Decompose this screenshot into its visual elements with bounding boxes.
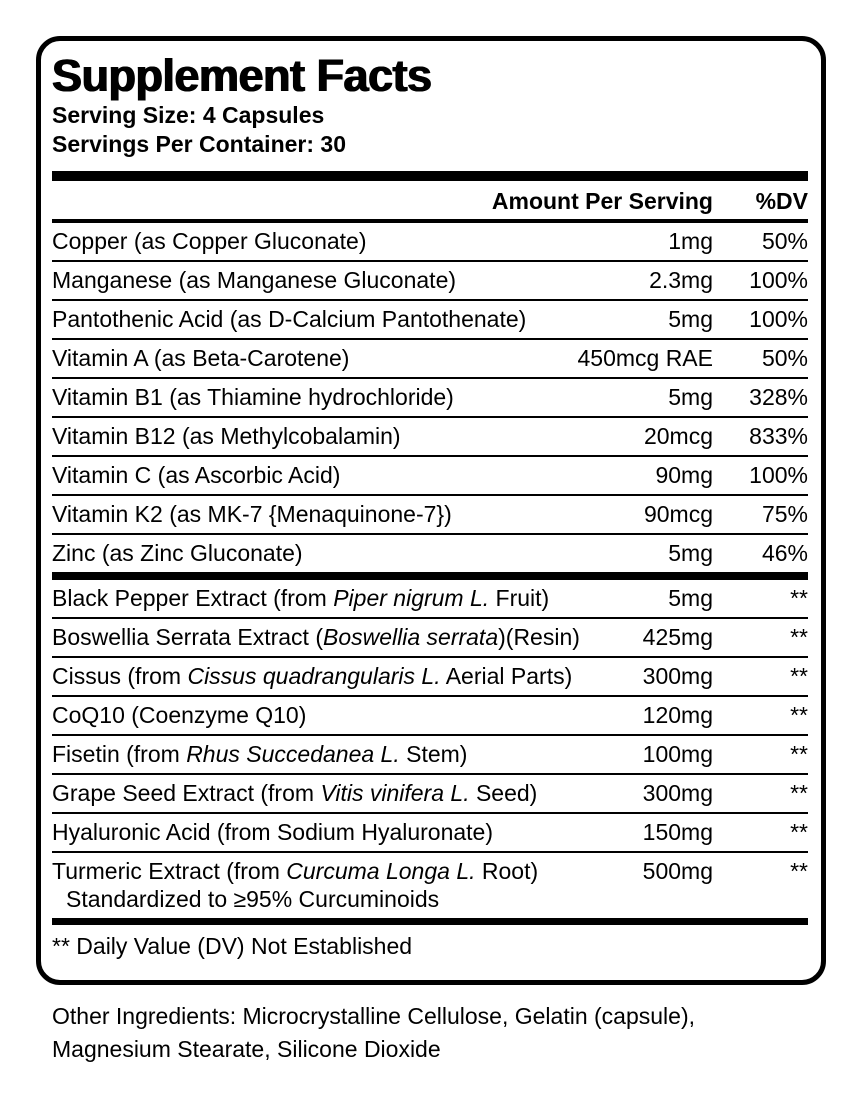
botanical-subline: Standardized to ≥95% Curcuminoids: [66, 886, 440, 912]
nutrient-row: [52, 299, 808, 338]
nutrient-amount: 5mg: [668, 306, 713, 332]
nutrient-amount: 5mg: [668, 384, 713, 410]
nutrient-rows: [52, 223, 808, 572]
nutrient-name: Manganese (as Manganese Gluconate): [52, 267, 457, 293]
servings-per-container: Servings Per Container: 30: [52, 131, 346, 157]
botanical-dv: **: [790, 819, 808, 845]
nutrient-amount: 90mcg: [643, 501, 713, 527]
nutrient-row: [52, 338, 808, 377]
botanical-dv: **: [790, 663, 808, 689]
botanical-amount: 300mg: [642, 663, 713, 689]
nutrient-row: [52, 494, 808, 533]
nutrient-row: [52, 416, 808, 455]
botanical-amount: 500mg: [642, 858, 713, 884]
botanical-amount: 425mg: [642, 624, 713, 650]
botanical-dv: **: [790, 585, 808, 611]
botanical-row: [52, 656, 808, 695]
botanical-amount: 300mg: [642, 780, 713, 806]
dv-header: %DV: [755, 188, 808, 214]
serving-size: Serving Size: 4 Capsules: [52, 102, 325, 128]
nutrient-dv: 100%: [749, 462, 808, 488]
nutrient-dv: 75%: [761, 501, 808, 527]
nutrient-name: Vitamin C (as Ascorbic Acid): [52, 462, 341, 488]
nutrient-name: Zinc (as Zinc Gluconate): [52, 540, 303, 566]
nutrient-dv: 328%: [749, 384, 808, 410]
panel-title: Supplement Facts: [52, 50, 432, 101]
nutrient-amount: 90mg: [655, 462, 713, 488]
botanical-name: Black Pepper Extract (from Piper nigrum L. Fruit): [52, 585, 550, 611]
botanical-row: [52, 851, 808, 918]
nutrient-dv: 50%: [761, 345, 808, 371]
nutrient-name: Vitamin B1 (as Thiamine hydrochloride): [52, 384, 454, 410]
nutrient-dv: 50%: [761, 228, 808, 254]
botanical-amount: 120mg: [642, 702, 713, 728]
nutrient-row: [52, 455, 808, 494]
column-header-row: [52, 181, 808, 219]
nutrient-amount: 450mcg RAE: [577, 345, 713, 371]
botanical-name: Hyaluronic Acid (from Sodium Hyaluronate): [52, 819, 494, 845]
botanical-name: Cissus (from Cissus quadrangularis L. Aerial Parts): [52, 663, 573, 689]
nutrient-amount: 1mg: [668, 228, 713, 254]
nutrient-dv: 833%: [749, 423, 808, 449]
nutrient-amount: 2.3mg: [649, 267, 713, 293]
botanical-name: Grape Seed Extract (from Vitis vinifera L. Seed): [52, 780, 538, 806]
other-ingredients: Other Ingredients: Microcrystalline Cellulose, Gelatin (capsule), Magnesium Stearate, Silicone Dioxide: [52, 1003, 695, 1062]
botanical-dv: **: [790, 858, 808, 884]
botanical-row: [52, 695, 808, 734]
nutrient-name: Vitamin K2 (as MK-7 {Menaquinone-7}): [52, 501, 452, 527]
divider-section: [52, 572, 808, 580]
nutrient-row: [52, 223, 808, 260]
nutrient-amount: 5mg: [668, 540, 713, 566]
nutrient-row: [52, 533, 808, 572]
nutrient-row: [52, 377, 808, 416]
botanical-amount: 150mg: [642, 819, 713, 845]
botanical-dv: **: [790, 702, 808, 728]
nutrient-name: Vitamin A (as Beta-Carotene): [52, 345, 350, 371]
amount-header: Amount Per Serving: [491, 188, 713, 214]
supplement-facts-panel: [36, 36, 826, 985]
botanical-name: Turmeric Extract (from Curcuma Longa L. Root) Standardized to ≥95% Curcuminoids: [52, 857, 643, 913]
nutrient-dv: 46%: [761, 540, 808, 566]
divider-header-top: [52, 171, 808, 181]
nutrient-name: Pantothenic Acid (as D-Calcium Pantothenate): [52, 306, 527, 332]
nutrient-name: Vitamin B12 (as Methylcobalamin): [52, 423, 401, 449]
botanical-amount: 100mg: [642, 741, 713, 767]
nutrient-name: Copper (as Copper Gluconate): [52, 228, 367, 254]
botanical-row: [52, 812, 808, 851]
nutrient-dv: 100%: [749, 306, 808, 332]
footnote: ** Daily Value (DV) Not Established: [52, 933, 413, 959]
botanical-rows: [52, 580, 808, 918]
botanical-dv: **: [790, 780, 808, 806]
nutrient-dv: 100%: [749, 267, 808, 293]
botanical-name: Boswellia Serrata Extract (Boswellia serrata)(Resin): [52, 624, 580, 650]
botanical-name: Fisetin (from Rhus Succedanea L. Stem): [52, 741, 468, 767]
nutrient-row: [52, 260, 808, 299]
botanical-name: CoQ10 (Coenzyme Q10): [52, 702, 307, 728]
divider-footnote: [52, 918, 808, 925]
botanical-row: [52, 734, 808, 773]
botanical-row: [52, 617, 808, 656]
nutrient-amount: 20mcg: [643, 423, 713, 449]
botanical-dv: **: [790, 741, 808, 767]
botanical-dv: **: [790, 624, 808, 650]
botanical-row: [52, 773, 808, 812]
botanical-amount: 5mg: [668, 585, 713, 611]
botanical-row: [52, 580, 808, 617]
